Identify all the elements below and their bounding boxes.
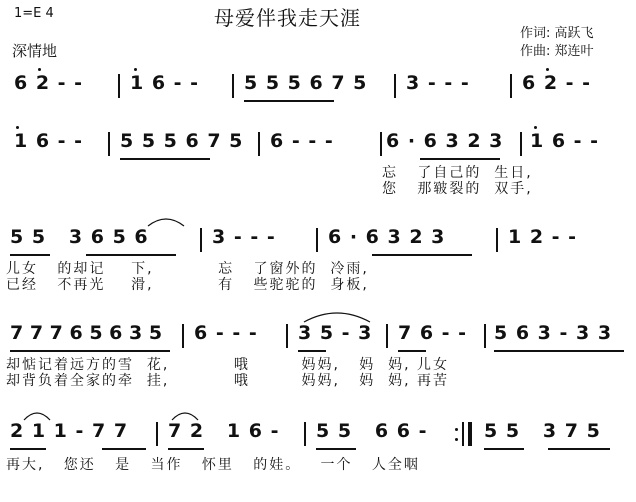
lyricist-credit: 作词: 高跃飞 xyxy=(520,26,594,41)
barline xyxy=(316,228,318,252)
lyric-line-verse-1: 却惦记着远方的雪 花, 哦 妈妈, 妈 妈, 儿女 xyxy=(6,357,450,373)
eighth-underline xyxy=(398,350,426,352)
barline xyxy=(182,324,184,348)
eighth-underline xyxy=(10,254,50,256)
lyric-line-verse-1: 儿女 的却记 下, 忘 了窗外的 冷雨, xyxy=(6,261,369,277)
slur xyxy=(170,410,200,422)
repeat-dot xyxy=(455,438,458,441)
lyric-line-verse-1: 忘 了自己的 生日, xyxy=(382,165,533,181)
barline xyxy=(394,74,396,98)
barline xyxy=(258,132,260,156)
measure: 5 5 3 6 5 6 xyxy=(10,226,149,248)
barline xyxy=(156,422,158,446)
composer-credit: 作曲: 郑连叶 xyxy=(520,44,594,59)
slur xyxy=(146,216,186,228)
measure: 6 - - - xyxy=(194,322,258,344)
score-row-5 xyxy=(0,420,636,473)
barline xyxy=(484,324,486,348)
eighth-underline xyxy=(168,448,204,450)
barline xyxy=(496,228,498,252)
measure: 7 6 - - xyxy=(398,322,468,344)
barline xyxy=(118,74,120,98)
measure: 1 2 - - xyxy=(508,226,578,248)
measure: 6 - - - xyxy=(270,130,334,152)
eighth-underline xyxy=(548,448,610,450)
measure: 7 7 7 6 5 6 3 5 xyxy=(10,322,163,344)
barline xyxy=(304,422,306,446)
eighth-underline xyxy=(10,350,170,352)
barline xyxy=(386,324,388,348)
octave-dot xyxy=(534,126,537,129)
eighth-underline xyxy=(10,448,46,450)
measure: 3 - - - xyxy=(212,226,276,248)
measure: 5 5 5 6 7 5 xyxy=(244,72,368,94)
measure: 5 5 3 7 5 xyxy=(484,420,601,442)
eighth-underline xyxy=(494,350,624,352)
lyric-line-verse-2: 您 那皲裂的 双手, xyxy=(382,181,533,197)
repeat-dot xyxy=(455,428,458,431)
eighth-underline xyxy=(420,158,500,160)
repeat-barline-thin xyxy=(462,422,464,446)
repeat-barline-thick xyxy=(468,422,472,446)
slur xyxy=(22,410,52,422)
measure: 2 1 1 - 7 7 xyxy=(10,420,129,442)
octave-dot xyxy=(546,68,549,71)
measure: 6 · 6 3 2 3 xyxy=(386,130,504,152)
octave-dot xyxy=(16,126,19,129)
measure: 7 2 1 6 - xyxy=(168,420,280,442)
score-row-2 xyxy=(0,130,636,197)
measure: 5 5 5 6 7 5 xyxy=(120,130,244,152)
measure: 1 6 - - xyxy=(14,130,84,152)
barline xyxy=(380,132,382,156)
key-signature: 1=E 4 xyxy=(14,6,54,21)
eighth-underline xyxy=(484,448,524,450)
barline xyxy=(108,132,110,156)
lyric-line-verse-1: 再大, 您还 是 当作 怀里 的娃。 一个 人全咽 xyxy=(6,457,420,473)
barline xyxy=(286,324,288,348)
measure: 3 5 - 3 xyxy=(298,322,373,344)
measure: 1 6 - - xyxy=(530,130,600,152)
measure: 6 · 6 3 2 3 xyxy=(328,226,446,248)
score-row-1 xyxy=(0,72,636,118)
eighth-underline xyxy=(102,448,146,450)
lyric-line-verse-2: 已经 不再光 滑, 有 些驼驼的 身板, xyxy=(6,277,369,293)
octave-dot xyxy=(134,68,137,71)
eighth-underline xyxy=(244,100,334,102)
octave-dot xyxy=(38,68,41,71)
slur xyxy=(302,310,372,324)
tempo-mood-marking: 深情地 xyxy=(12,42,58,60)
measure: 1 6 - - xyxy=(130,72,200,94)
song-title: 母爱伴我走天涯 xyxy=(214,6,361,30)
measure: 6 2 - - xyxy=(522,72,592,94)
eighth-underline xyxy=(372,254,472,256)
eighth-underline xyxy=(120,158,210,160)
measure: 6 2 - - xyxy=(14,72,84,94)
barline xyxy=(232,74,234,98)
barline xyxy=(520,132,522,156)
measure: 5 6 3 - 3 3 xyxy=(494,322,613,344)
lyric-line-verse-2: 却背负着全家的牵 挂, 哦 妈妈, 妈 妈, 再苦 xyxy=(6,373,450,389)
score-row-4 xyxy=(0,322,636,389)
eighth-underline xyxy=(86,254,176,256)
score-row-3 xyxy=(0,226,636,293)
measure: 5 5 6 6 - xyxy=(316,420,428,442)
eighth-underline xyxy=(298,350,326,352)
barline xyxy=(510,74,512,98)
barline xyxy=(200,228,202,252)
eighth-underline xyxy=(316,448,356,450)
measure: 3 - - - xyxy=(406,72,470,94)
